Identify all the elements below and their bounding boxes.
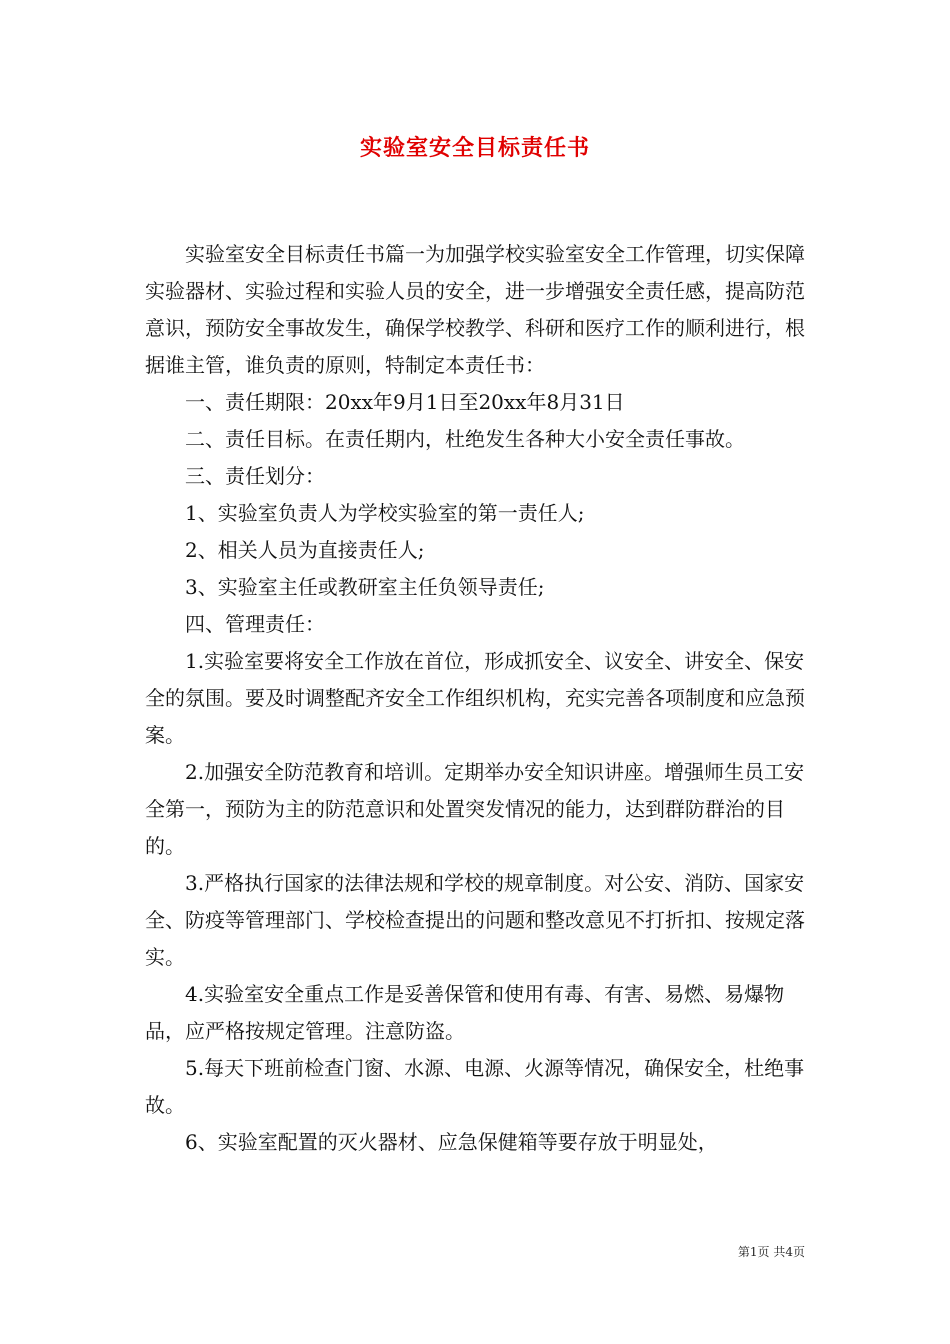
paragraph-term: 一、责任期限：20xx年9月1日至20xx年8月31日 [185,390,625,414]
page-number: 第1页 共4页 [737,1245,805,1259]
paragraph-division-heading: 三、责任划分： [185,464,325,488]
paragraph-division-3: 3、实验室主任或教研室主任负领导责任; [185,575,545,599]
paragraph-division-1: 1、实验室负责人为学校实验室的第一责任人; [185,501,585,525]
paragraph-goal: 二、责任目标。在责任期内，杜绝发生各种大小安全责任事故。 [185,427,745,451]
paragraph-division-2: 2、相关人员为直接责任人; [185,538,425,562]
paragraph-management-2: 2.加强安全防范教育和培训。定期举办安全知识讲座。增强师生员工安全第一，预防为主的防范意识和处置突发情况的能力，达到群防群治的目的。 [145,760,805,858]
paragraph-management-3: 3.严格执行国家的法律法规和学校的规章制度。对公安、消防、国家安全、防疫等管理部门、学校检查提出的问题和整改意见不打折扣、按规定落实。 [145,871,805,969]
document-title: 实验室安全目标责任书 [359,135,590,161]
document-body [145,236,810,1161]
paragraph-intro: 实验室安全目标责任书篇一为加强学校实验室安全工作管理，切实保障实验器材、实验过程和实验人员的安全，进一步增强安全责任感，提高防范意识，预防安全事故发生，确保学校教学、科研和医疗工作的顺利进行，根据谁主管，谁负责的原则，特制定本责任书： [145,242,805,377]
paragraph-management-1: 1.实验室要将安全工作放在首位，形成抓安全、议安全、讲安全、保安全的氛围。要及时调整配齐安全工作组织机构，充实完善各项制度和应急预案。 [145,649,805,747]
paragraph-management-heading: 四、管理责任： [185,612,325,636]
paragraph-management-4: 4.实验室安全重点工作是妥善保管和使用有毒、有害、易燃、易爆物品，应严格按规定管理。注意防盗。 [145,982,785,1043]
paragraph-management-5: 5.每天下班前检查门窗、水源、电源、火源等情况，确保安全，杜绝事故。 [145,1056,805,1117]
paragraph-management-6: 6、实验室配置的灭火器材、应急保健箱等要存放于明显处， [185,1130,718,1154]
